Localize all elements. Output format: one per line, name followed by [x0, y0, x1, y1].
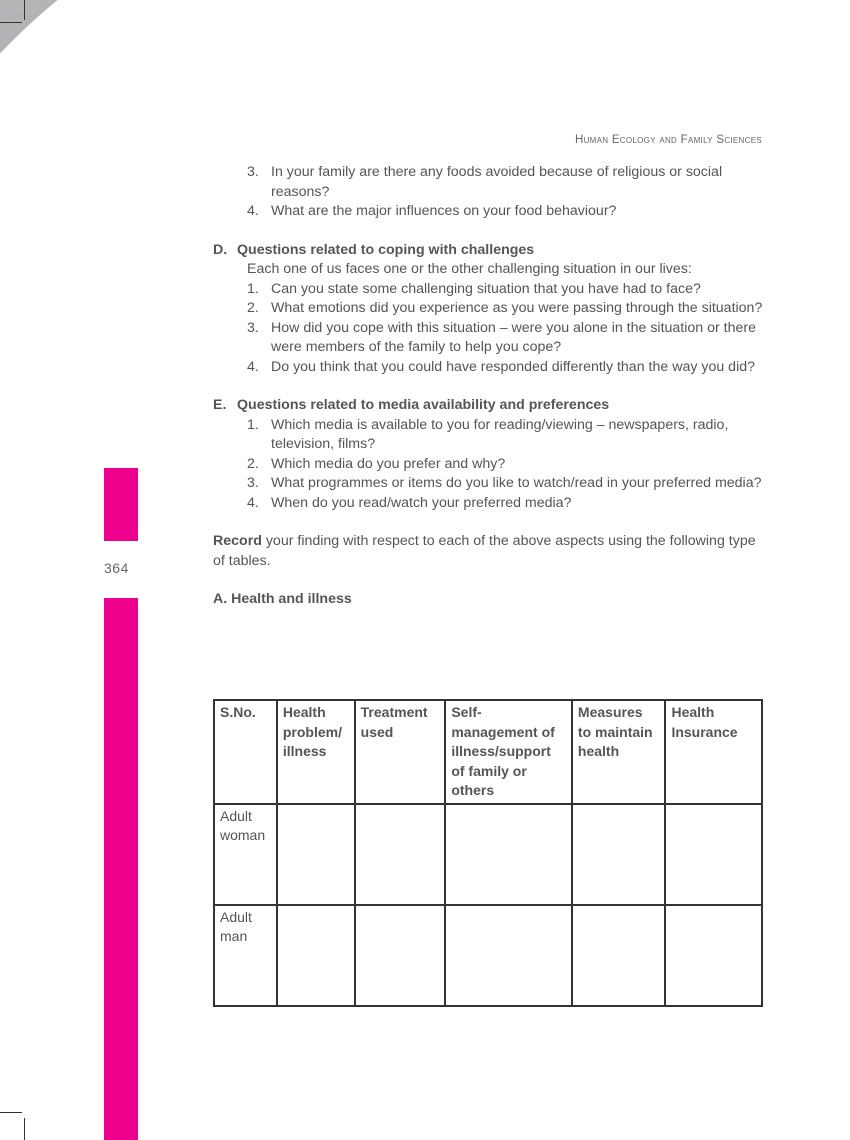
table-row: [214, 905, 762, 1006]
continued-question-list: [213, 163, 765, 222]
list-item: 1. Which media is available to you for reading/viewing – newspapers, radio, television, films?: [247, 416, 729, 452]
record-instruction: Record your finding with respect to each of the above aspects using the following type of tables.: [213, 533, 756, 569]
empty-cell: [445, 905, 572, 1006]
list-item: 4. Do you think that you could have responded differently than the way you did?: [247, 358, 756, 375]
row-label: Adult man: [214, 905, 277, 1006]
list-item: 4. When do you read/watch your preferred media?: [247, 494, 572, 511]
empty-cell: [355, 804, 446, 905]
page-content: [213, 163, 765, 610]
column-header: Treatment used: [355, 700, 446, 804]
list-item: 2. What emotions did you experience as you were passing through the situation?: [247, 300, 763, 316]
empty-cell: [277, 804, 355, 905]
crop-mark-top: [0, 22, 22, 23]
list-item: 1. Can you state some challenging situation that you have had to face?: [247, 280, 701, 297]
list-item: 2. Which media do you prefer and why?: [247, 455, 506, 472]
section-title: E. Questions related to media availability and preferences: [213, 397, 610, 413]
column-header: S.No.: [214, 700, 277, 804]
table-row: [214, 804, 762, 905]
empty-cell: [665, 905, 762, 1006]
list-item: 3. In your family are there any foods avoided because of religious or social reasons?: [247, 164, 723, 200]
question-list: [213, 280, 765, 378]
table-header-row: [214, 700, 762, 804]
empty-cell: [665, 804, 762, 905]
empty-cell: [277, 905, 355, 1006]
column-header: Self-management of illness/support of family or others: [445, 700, 572, 804]
list-item: 4. What are the major influences on your food behaviour?: [247, 203, 617, 219]
running-header: Human Ecology and Family Sciences: [574, 134, 762, 146]
crop-mark-bottom-vertical: [24, 1118, 25, 1140]
empty-cell: [572, 804, 666, 905]
list-item: 3. How did you cope with this situation – were you alone in the situation or there were members of the family to help you cope?: [247, 319, 757, 355]
empty-cell: [445, 804, 572, 905]
crop-mark-top-vertical: [24, 0, 25, 20]
list-item: 3. What programmes or items do you like to watch/read in your preferred media?: [247, 475, 762, 491]
question-list: [213, 416, 765, 514]
accent-bar-top: [104, 468, 138, 541]
column-header: Health Insurance: [665, 700, 762, 804]
section-d: [213, 241, 765, 378]
section-title: D. Questions related to coping with challenges: [213, 241, 535, 258]
column-header: Measures to maintain health: [572, 700, 666, 804]
page-number: 364: [104, 560, 129, 576]
empty-cell: [355, 905, 446, 1006]
accent-bar-bottom: [104, 598, 138, 1140]
column-header: Health problem/ illness: [277, 700, 355, 804]
crop-mark-bottom: [0, 1112, 22, 1113]
empty-cell: [572, 905, 666, 1006]
table-heading: A. Health and illness: [213, 591, 352, 607]
section-e: [213, 396, 765, 513]
section-intro: Each one of us faces one or the other challenging situation in our lives:: [247, 261, 692, 277]
health-illness-table: [213, 699, 763, 1007]
row-label: Adult woman: [214, 804, 277, 905]
